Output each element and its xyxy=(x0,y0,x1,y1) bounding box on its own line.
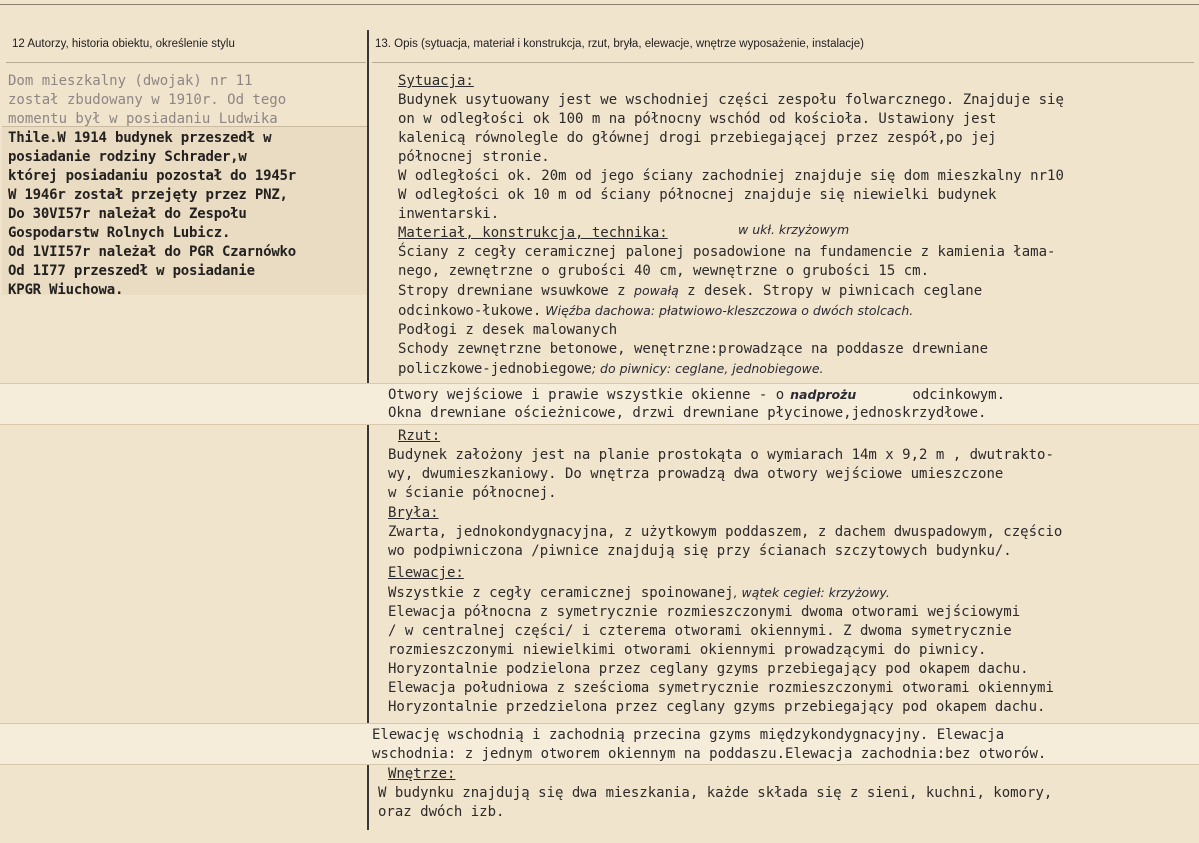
typed-text: Stropy drewniane wsuwkowe z xyxy=(398,283,635,299)
handwritten-text: nadprożu xyxy=(790,387,857,402)
description-line: Zwarta, jednokondygnacyjna, z użytkowym poddaszem, z dachem dwuspadowym, częścio xyxy=(388,524,1063,540)
description-line: w ścianie północnej. xyxy=(388,485,557,501)
description-column xyxy=(398,72,1198,379)
description-line: Horyzontalnie podzielona przez ceglany gzyms przebiegający pod okapem dachu. xyxy=(388,661,1029,677)
section-heading-material: Materiał, konstrukcja, technika: xyxy=(398,225,668,241)
description-line: Ściany z cegły ceramicznej palonej posadowione na fundamencie z kamienia łama- xyxy=(398,244,1056,260)
history-line: KPGR Wiuchowa. xyxy=(8,282,124,298)
history-line: Od 1VII57r należał do PGR Czarnówko xyxy=(8,244,297,260)
description-line: W odległości ok 10 m od ściany północnej znajduje się niewielki budynek xyxy=(398,187,997,203)
description-line xyxy=(388,583,1188,603)
description-line: Schody zewnętrzne betonowe, wenętrzne:prowadzące na poddasze drewniane xyxy=(398,341,989,357)
description-line: północnej stronie. xyxy=(398,149,550,165)
typed-text: Otwory wejściowe i prawie wszystkie okienne - o xyxy=(388,387,785,403)
otwory-paste-strip xyxy=(0,383,1199,425)
handwritten-text: powałą xyxy=(634,283,679,298)
description-line: rozmieszczonymi niewielkimi otworami okiennymi prowadzącymi do piwnicy. xyxy=(388,642,987,658)
description-line: Elewację wschodnią i zachodnią przecina gzyms międzykondygnacyjny. Elewacja xyxy=(372,727,1005,743)
description-line: inwentarski. xyxy=(398,206,500,222)
description-line: W budynku znajdują się dwa mieszkania, każde składa się z sieni, kuchni, komory, xyxy=(378,785,1053,801)
description-line: W odległości ok. 20m od jego ściany zachodniej znajduje się dom mieszkalny nr10 xyxy=(398,168,1064,184)
left-header-rule xyxy=(6,62,366,63)
handwritten-text: ; do piwnicy: ceglane, jednobiegowe. xyxy=(591,361,824,376)
description-line: / w centralnej części/ i czterema otworami okiennymi. Z dwoma symetrycznie xyxy=(388,623,1012,639)
typed-text: z desek. Stropy w piwnicach ceglane xyxy=(678,283,983,299)
history-line: Dom mieszkalny (dwojak) nr 11 xyxy=(8,73,253,89)
right-header-rule xyxy=(372,62,1194,63)
section-heading-rzut: Rzut: xyxy=(398,428,441,444)
top-rule xyxy=(0,4,1199,5)
history-line: Thile.W 1914 budynek przeszedł w xyxy=(8,130,272,146)
description-line xyxy=(398,359,1198,379)
history-line: Od 1I77 przeszedł w posiadanie xyxy=(8,263,255,279)
history-line: Do 30VI57r należał do Zespołu xyxy=(8,206,247,222)
handwritten-note: w ukł. krzyżowym xyxy=(738,222,850,237)
section-heading-elewacje: Elewacje: xyxy=(388,565,464,581)
description-line: on w odległości ok 100 m na północny wschód od kościoła. Ustawiony jest xyxy=(398,111,997,127)
description-line: Budynek usytuowany jest we wschodniej części zespołu folwarcznego. Znajduje się xyxy=(398,92,1064,108)
typed-text: Wszystkie z cegły ceramicznej spoinowanej xyxy=(388,585,734,601)
description-line: kalenicą równolegle do głównej drogi przebiegającej przez zespół,po jej xyxy=(398,130,997,146)
left-section-header: 12 Autorzy, historia obiektu, określenie stylu xyxy=(12,38,235,50)
history-line: Gospodarstw Rolnych Lubicz. xyxy=(8,225,231,241)
typed-text: policzkowe-jednobiegowe xyxy=(398,361,592,377)
typed-text: odcinkowym. xyxy=(912,387,1006,403)
history-column xyxy=(8,72,368,300)
history-line: W 1946r został przejęty przez PNZ, xyxy=(8,187,288,203)
description-line: Budynek założony jest na planie prostokąta o wymiarach 14m x 9,2 m , dwutrakto- xyxy=(388,447,1054,463)
description-line: Podłogi z desek malowanych xyxy=(398,322,618,338)
handwritten-text: Więźba dachowa: płatwiowo-kleszczowa o dwóch stolcach. xyxy=(541,303,914,318)
history-line: której posiadaniu pozostał do 1945r xyxy=(8,168,297,184)
material-heading-row xyxy=(398,224,1198,243)
description-line: oraz dwóch izb. xyxy=(378,804,505,820)
right-section-header: 13. Opis (sytuacja, materiał i konstrukcja, rzut, bryła, elewacje, wnętrze wyposażenie, instalacje) xyxy=(375,38,864,50)
description-line: Okna drewniane ościeżnicowe, drzwi drewniane płycinowe,jednoskrzydłowe. xyxy=(388,405,987,421)
section-heading-wnetrze: Wnętrze: xyxy=(388,766,456,782)
description-line xyxy=(398,281,1198,301)
description-line: wo podpiwniczona /piwnice znajdują się przy ścianach szczytowych budynku/. xyxy=(388,543,1012,559)
description-line: wschodnia: z jednym otworem okiennym na poddaszu.Elewacja zachodnia:bez otworów. xyxy=(372,746,1047,762)
history-line: momentu był w posiadaniu Ludwika xyxy=(8,111,278,127)
description-column-bottom xyxy=(378,765,1178,822)
description-line: wy, dwumieszkaniowy. Do wnętrza prowadzą dwa otwory wejściowe umieszczone xyxy=(388,466,1004,482)
description-line xyxy=(398,301,1198,321)
history-line: posiadanie rodziny Schrader,w xyxy=(8,149,247,165)
description-line: Horyzontalnie przedzielona przez ceglany gzyms przebiegający pod okapem dachu. xyxy=(388,699,1046,715)
section-heading-sytuacja: Sytuacja: xyxy=(398,73,474,89)
description-line: Elewacja południowa z sześcioma symetrycznie rozmieszczonymi otworami okiennymi xyxy=(388,680,1054,696)
history-line: został zbudowany w 1910r. Od tego xyxy=(8,92,287,108)
handwritten-text: , wątek cegieł: krzyżowy. xyxy=(733,585,890,600)
description-line: nego, zewnętrzne o grubości 40 cm, wewnętrzne o grubości 15 cm. xyxy=(398,263,930,279)
description-line: Elewacja północna z symetrycznie rozmieszczonymi dwoma otworami wejściowymi xyxy=(388,604,1021,620)
typed-text: odcinkowo-łukowe. xyxy=(398,303,542,319)
description-column-lower xyxy=(388,427,1188,717)
section-heading-bryla: Bryła: xyxy=(388,505,439,521)
description-line xyxy=(388,385,1005,405)
wschodnia-paste-strip xyxy=(0,723,1199,765)
